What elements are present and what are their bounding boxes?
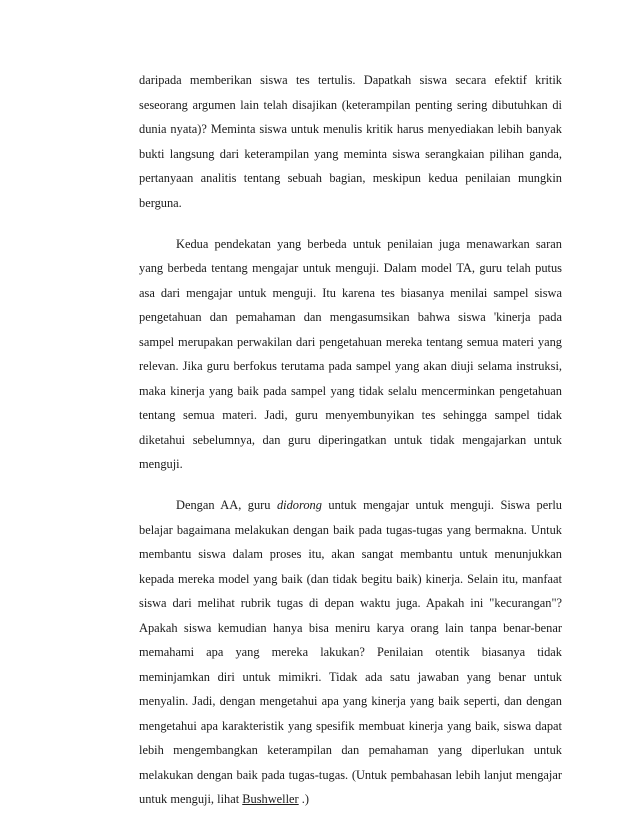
text-line: Apakah siswa kemudian hanya bisa meniru karya orang lain tanpa benar-benar — [139, 621, 562, 635]
text-line: pertanyaan analitis tentang sebuah bagian, meskipun kedua penilaian mungkin — [139, 171, 562, 185]
text-line: menyalin. Jadi, dengan mengetahui apa yang kinerja yang baik seperti, dan dengan — [139, 694, 562, 708]
text-line: bukti langsung dari keterampilan yang meminta siswa serangkaian pilihan ganda, — [139, 147, 562, 161]
text-run: .) — [298, 792, 310, 806]
text-line — [139, 791, 562, 807]
bushweller-link[interactable]: Bushweller — [242, 792, 299, 806]
text-line: asa dari mengajar untuk menguji. Itu karena tes biasanya menilai sampel siswa — [139, 286, 562, 300]
text-line: seseorang argumen lain telah disajikan (keterampilan penting sering dibutuhkan di — [139, 98, 562, 112]
text-line — [176, 497, 562, 513]
text-line: yang berbeda tentang mengajar untuk menguji. Dalam model TA, guru telah putus — [139, 261, 562, 275]
text-run: Dengan AA, guru — [176, 498, 277, 512]
text-line: memahami apa yang mereka lakukan? Penilaian otentik biasanya tidak — [139, 645, 562, 659]
text-run: untuk mengajar untuk menguji. Siswa perlu — [321, 498, 562, 512]
text-line: dunia nyata)? Meminta siswa untuk menulis kritik harus menyediakan lebih banyak — [139, 122, 562, 136]
text-line: maka kinerja yang baik pada sampel yang tidak selalu mencerminkan pengetahuan — [139, 384, 562, 398]
text-line: meminjamkan diri untuk mimikri. Tidak ada satu jawaban yang benar untuk — [139, 670, 562, 684]
text-line: berguna. — [139, 196, 182, 210]
text-line: siswa dari melihat rubrik tugas di depan waktu juga. Apakah ini "kecurangan"? — [139, 596, 562, 610]
text-line: lebih mengembangkan keterampilan dan pemahaman yang diperlukan untuk — [139, 743, 562, 757]
text-line: sampel merupakan perwakilan dari pengetahuan mereka tentang semua materi yang — [139, 335, 562, 349]
text-line: membantu siswa dalam proses itu, akan sangat membantu untuk menunjukkan — [139, 547, 562, 561]
text-line: daripada memberikan siswa tes tertulis. Dapatkah siswa secara efektif kritik — [139, 73, 562, 87]
text-line: Kedua pendekatan yang berbeda untuk penilaian juga menawarkan saran — [176, 237, 562, 251]
text-line: diketahui sebelumnya, dan guru diperingatkan untuk tidak mengajarkan untuk — [139, 433, 562, 447]
text-line: belajar bagaimana melakukan dengan baik pada tugas-tugas yang bermakna. Untuk — [139, 523, 562, 537]
text-line: tentang semua materi. Jadi, guru menyembunyikan tes sehingga sampel tidak — [139, 408, 562, 422]
text-line: menguji. — [139, 457, 183, 471]
text-line: melakukan dengan baik pada tugas-tugas. (Untuk pembahasan lebih lanjut mengajar — [139, 768, 562, 782]
text-run: untuk menguji, lihat — [139, 792, 243, 806]
text-line: relevan. Jika guru berfokus terutama pada sampel yang akan diuji selama instruksi, — [139, 359, 562, 373]
text-line: mengetahui apa karakteristik yang spesifik membuat kinerja yang baik, siswa dapat — [139, 719, 562, 733]
emphasis-text: didorong — [276, 498, 322, 512]
text-line: pengetahuan dan pemahaman dan mengasumsikan bahwa siswa 'kinerja pada — [139, 310, 562, 324]
text-line: kepada mereka model yang baik (dan tidak begitu baik) kinerja. Selain itu, manfaat — [139, 572, 562, 586]
